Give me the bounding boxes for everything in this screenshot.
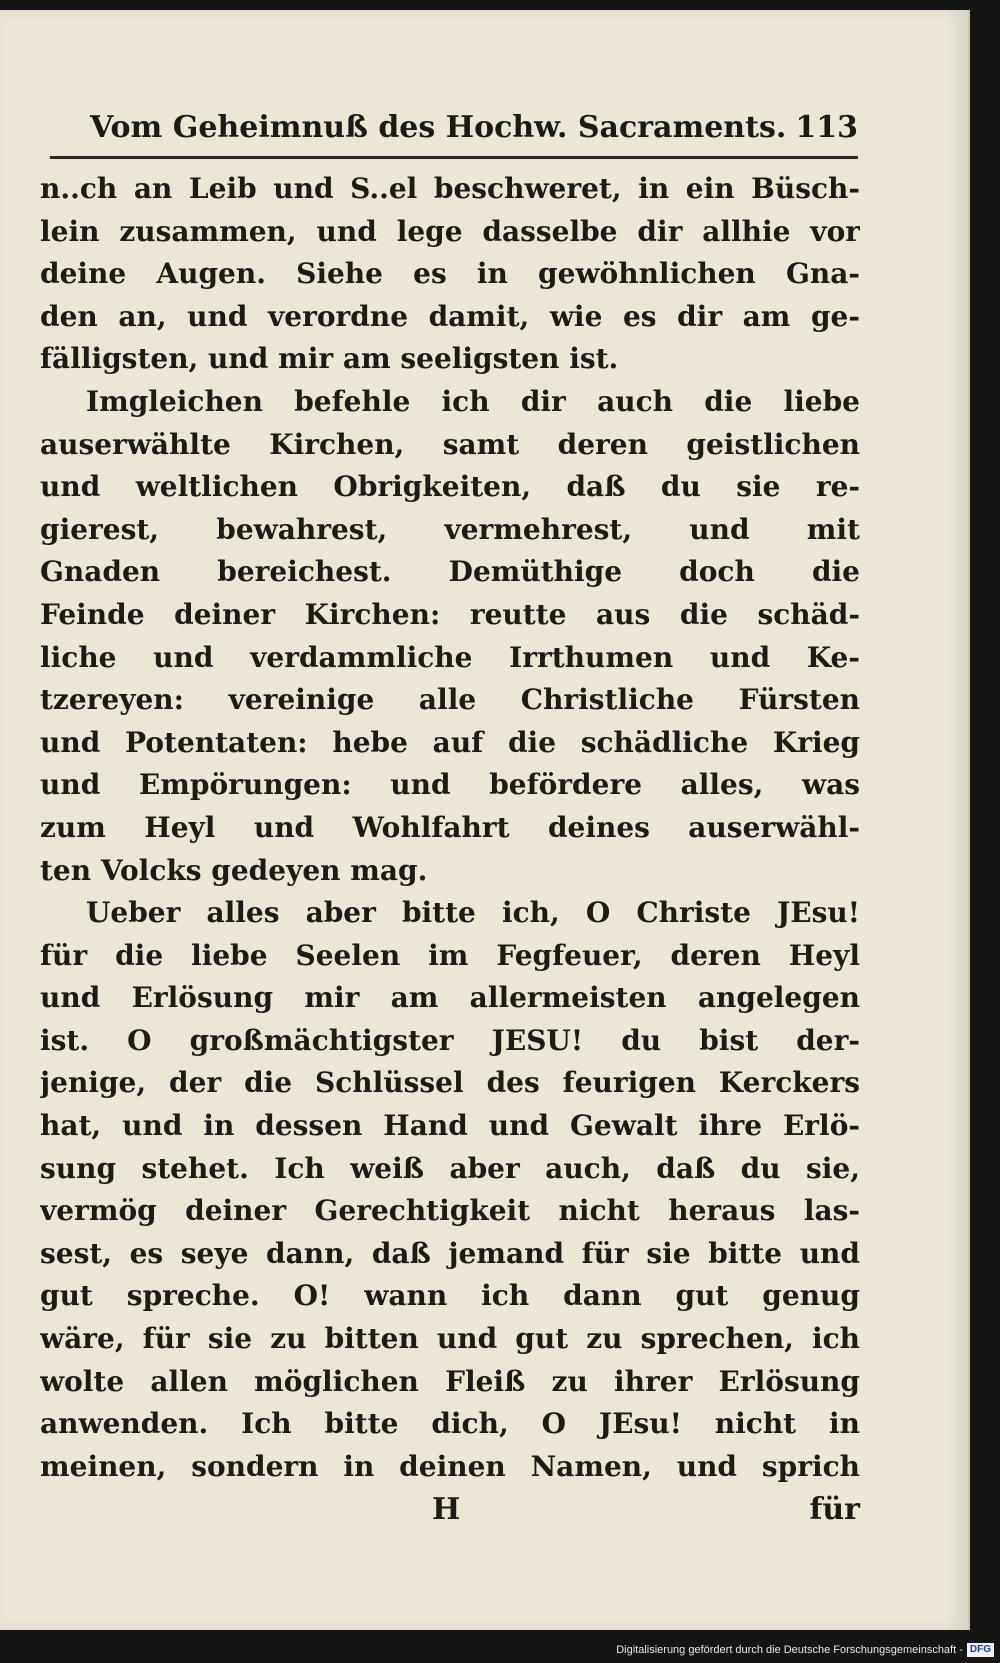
book-page bbox=[0, 10, 970, 1630]
catchword: für bbox=[809, 1492, 860, 1527]
text-line: und Potentaten: hebe auf die schädliche Krieg bbox=[40, 725, 860, 759]
credit-text: Digitalisierung gefördert durch die Deutsche Forschungsgemeinschaft - bbox=[616, 1644, 963, 1656]
text-line: und Erlösung mir am allermeisten angelegen bbox=[40, 981, 860, 1015]
dfg-logo: DFG bbox=[967, 1643, 994, 1657]
text-line: sung stehet. Ich weiß aber auch, daß du sie, bbox=[40, 1151, 860, 1185]
signature-mark: H bbox=[432, 1492, 461, 1527]
text-line: wäre, für sie zu bitten und gut zu sprechen, ich bbox=[40, 1322, 860, 1356]
text-line: anwenden. Ich bitte dich, O JEsu! nicht in bbox=[40, 1407, 860, 1441]
running-title: Vom Geheimnuß des Hochw. Sacraments. bbox=[90, 110, 787, 145]
text-line: lein zusammen, und lege dasselbe dir allhie vor bbox=[40, 214, 860, 248]
text-line: vermög deiner Gerechtigkeit nicht heraus las- bbox=[40, 1194, 860, 1228]
text-line: sest, es seye dann, daß jemand für sie bitte und bbox=[40, 1236, 860, 1270]
paragraph-start-line: Ueber alles aber bitte ich, O Christe JEsu! bbox=[86, 896, 860, 930]
header-rule bbox=[50, 156, 858, 159]
paragraph-start-line: Imgleichen befehle ich dir auch die liebe bbox=[86, 384, 860, 418]
text-line: zum Heyl und Wohlfahrt deines auserwähl- bbox=[40, 810, 860, 844]
text-line: ten Volcks gedeyen mag. bbox=[40, 853, 428, 887]
text-line: wolte allen möglichen Fleiß zu ihrer Erlösung bbox=[40, 1364, 860, 1398]
text-line: gierest, bewahrest, vermehrest, und mit bbox=[40, 512, 860, 546]
text-line: für die liebe Seelen im Fegfeuer, deren Heyl bbox=[40, 938, 860, 972]
text-line: fälligsten, und mir am seeligsten ist. bbox=[40, 342, 619, 376]
text-line: n..ch an Leib und S..el beschweret, in ein Büsch- bbox=[40, 172, 860, 205]
text-line: meinen, sondern in deinen Namen, und sprich bbox=[40, 1449, 860, 1483]
text-line: Gnaden bereichest. Demüthige doch die bbox=[40, 555, 860, 589]
text-line: den an, und verordne damit, wie es dir am ge- bbox=[40, 299, 860, 333]
page-body-text bbox=[40, 168, 860, 1488]
digitization-credit bbox=[616, 1641, 994, 1659]
text-line: deine Augen. Siehe es in gewöhnlichen Gna- bbox=[40, 257, 860, 291]
page-footer bbox=[40, 1492, 860, 1538]
text-line: hat, und in dessen Hand und Gewalt ihre Erlö- bbox=[40, 1109, 860, 1143]
text-line: gut spreche. O! wann ich dann gut genug bbox=[40, 1279, 860, 1313]
text-line: jenige, der die Schlüssel des feurigen Kerckers bbox=[40, 1066, 860, 1100]
page-number: 113 bbox=[795, 110, 858, 145]
text-line: ist. O großmächtigster JESU! du bist der- bbox=[40, 1023, 860, 1057]
text-line: und weltlichen Obrigkeiten, daß du sie re- bbox=[40, 470, 860, 504]
text-line: liche und verdammliche Irrthumen und Ke- bbox=[40, 640, 860, 674]
running-head bbox=[90, 110, 858, 154]
text-line: auserwählte Kirchen, samt deren geistlichen bbox=[40, 427, 860, 461]
text-line: und Empörungen: und befördere alles, was bbox=[40, 768, 860, 802]
text-line: Feinde deiner Kirchen: reutte aus die schäd- bbox=[40, 597, 860, 631]
text-line: tzereyen: vereinige alle Christliche Fürsten bbox=[40, 683, 860, 717]
